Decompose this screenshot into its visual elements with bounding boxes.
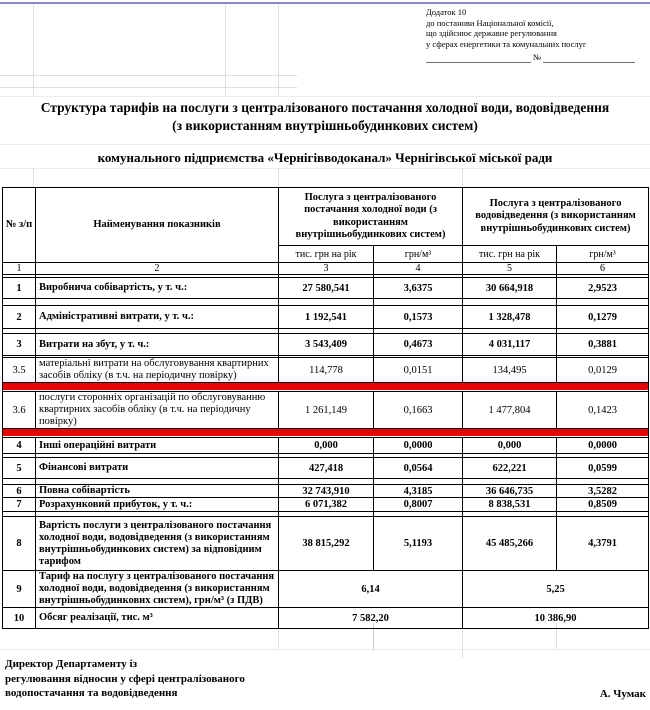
header-num: № з/п <box>3 188 36 263</box>
annex-number-line <box>426 52 644 63</box>
table-row: 5 Фінансові витрати 427,418 0,0564 622,221 0,0599 <box>3 458 649 479</box>
annex-line: Додаток 10 <box>426 7 467 17</box>
header-name: Найменування показників <box>36 188 279 263</box>
table-row: 9 Тариф на послугу з централізованого постачання холодної води, водовідведення (з використанням внутрішньобудинкових систем), грн/м³ (з ПДВ) 6,14 5,25 <box>3 571 649 608</box>
underline-segment <box>426 54 531 63</box>
header-unit: тис. грн на рік <box>463 246 557 263</box>
table-row: 10 Обсяг реалізації, тис. м³ 7 582,20 10 386,90 <box>3 608 649 629</box>
header-service-sewer: Послуга з централізованого водовідведення (з використанням внутрішньобудинкових систем) <box>463 188 649 246</box>
annex-line: що здійснює державне регулювання <box>426 28 557 38</box>
signature-line: водопостачання та водовідведення <box>5 687 178 699</box>
header-unit: тис. грн на рік <box>279 246 374 263</box>
signature-name: А. Чумак <box>599 688 646 700</box>
signature-line: регулювання відносин у сфері централізованого <box>5 672 245 685</box>
title-line-1: Структура тарифів на послуги з централізованого постачання холодної води, водовідведення <box>40 100 610 115</box>
table-row: 2 Адміністративні витрати, у т. ч.: 1 192,541 0,1573 1 328,478 0,1279 <box>3 306 649 329</box>
page-subtitle: комунального підприємства «Чернігівводоканал» Чернігівської міської ради <box>97 150 553 165</box>
header-unit: грн/м³ <box>374 246 463 263</box>
red-highlight-line-top <box>3 383 649 391</box>
underline-segment <box>543 54 635 63</box>
table-row: 3 Витрати на збут, у т. ч.: 3 543,409 0,4673 4 031,117 0,3881 <box>3 334 649 356</box>
annex-line: у сферах енергетики та комунальних послуг <box>426 38 587 49</box>
number-symbol: № <box>533 52 542 62</box>
table-row-highlighted: 3.6 послуги сторонніх організацій по обслуговуванню квартирних засобів обліку (в т.ч. на періодичну повірку) 1 261,149 0,1663 1 477,804 0,1423 <box>3 392 649 429</box>
table-row: 4 Інші операційні витрати 0,000 0,0000 0,000 0,0000 <box>3 438 649 454</box>
header-service-water: Послуга з централізованого постачання холодної води (з використанням внутрішньобудинкових систем) <box>279 188 463 246</box>
title-line-2: (з використанням внутрішньобудинкових систем) <box>172 117 478 133</box>
table-row: 6 Повна собівартість 32 743,910 4,3185 36 646,735 3,5282 <box>3 485 649 498</box>
table-row: 1 Виробнича собівартість, у т. ч.: 27 580,541 3,6375 30 664,918 2,9523 <box>3 278 649 299</box>
signature-block <box>5 657 245 701</box>
tariff-table <box>2 187 649 629</box>
red-highlight-line-bottom <box>3 429 649 437</box>
header-unit: грн/м³ <box>557 246 649 263</box>
signature-line: Директор Департаменту із <box>5 658 137 670</box>
annex-reference-block <box>426 7 644 63</box>
annex-line: до постанови Національної комісії, <box>426 17 554 28</box>
page-title <box>0 99 650 134</box>
column-number-row: 1 2 3 4 5 6 <box>3 263 649 275</box>
table-row: 7 Розрахунковий прибуток, у т. ч.: 6 071,382 0,8007 8 838,531 0,8509 <box>3 498 649 512</box>
table-row: 3.5 матеріальні витрати на обслуговування квартирних засобів обліку (в т.ч. на періодичну повірку) 114,778 0,0151 134,495 0,0129 <box>3 358 649 383</box>
table-row: 8 Вартість послуги з централізованого постачання холодної води, водовідведення (з використанням внутрішньобудинкових систем) за відповідним тарифом 38 815,292 5,1193 45 485,266 4,3791 <box>3 517 649 571</box>
top-accent-line <box>0 2 650 4</box>
